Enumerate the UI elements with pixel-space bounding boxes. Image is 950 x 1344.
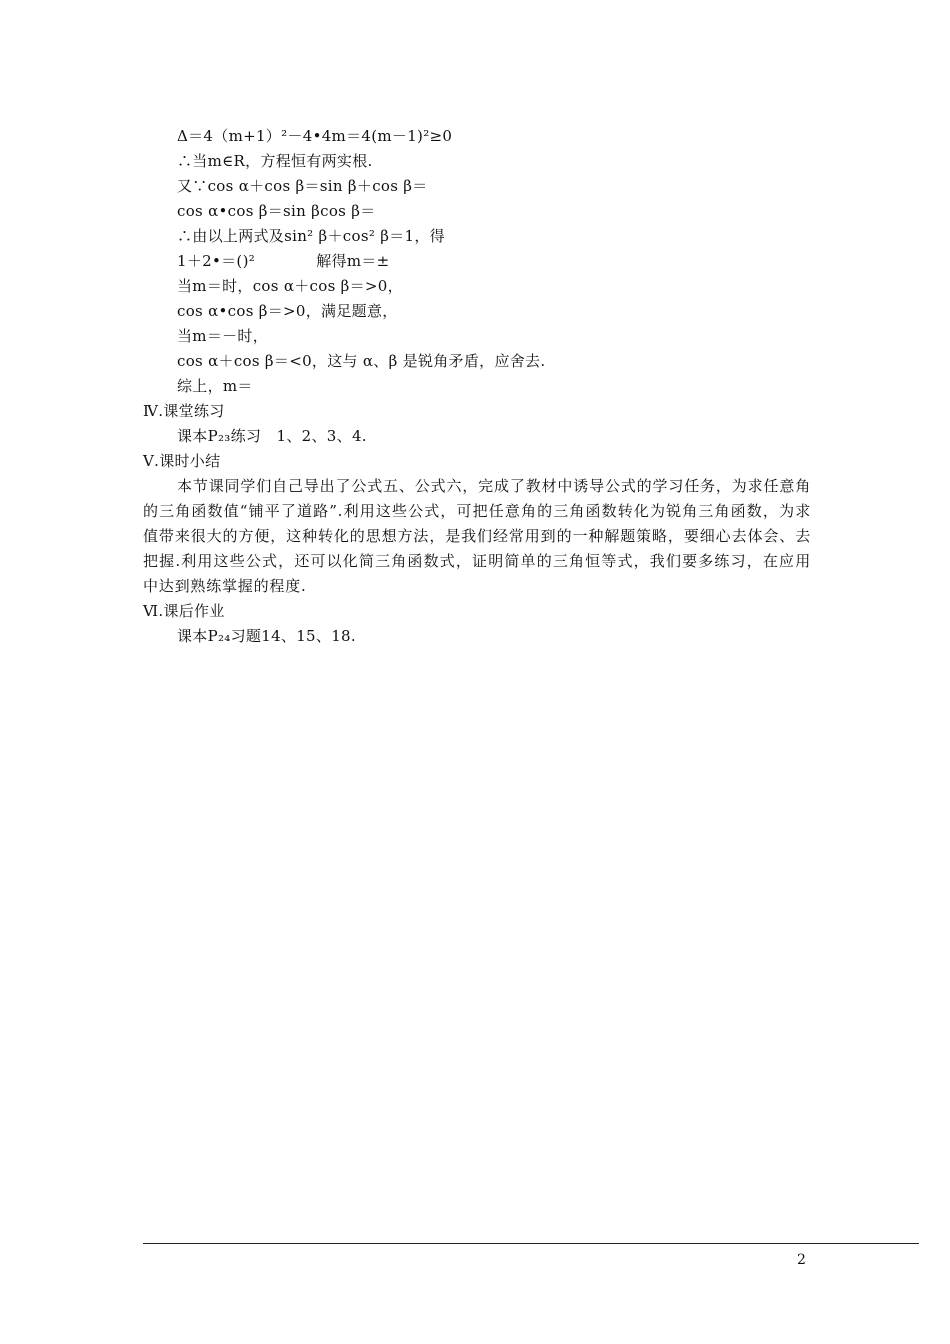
footer-divider bbox=[143, 1243, 919, 1244]
section-heading-homework: Ⅵ.课后作业 bbox=[143, 602, 225, 620]
math-line-discriminant: Δ＝4（m+1）²－4•4m＝4(m－1)²≥0 bbox=[177, 127, 453, 145]
math-line-case-positive-product: cos α•cos β＝>0，满足题意， bbox=[177, 302, 398, 320]
math-line-two-roots: ∴当m∈R，方程恒有两实根. bbox=[177, 152, 373, 170]
math-line-contradiction: cos α＋cos β＝<0，这与 α、β 是锐角矛盾，应舍去. bbox=[177, 352, 546, 370]
lesson-summary-paragraph: 本节课同学们自己导出了公式五、公式六，完成了教材中诱导公式的学习任务，为求任意角的三角函数值“铺平了道路”.利用这些公式，可把任意角的三角函数转化为锐角三角函数，为求值带来很大的方便，这种转化的思想方法，是我们经常用到的一种解题策略，要细心去体会、去把握.利用这些公式，还可以化简三角函数式，证明简单的三角恒等式，我们要多练习，在应用中达到熟练掌握的程度. bbox=[143, 477, 811, 595]
math-line-case-negative: 当m＝－时， bbox=[177, 327, 269, 345]
page-number: 2 bbox=[797, 1252, 806, 1268]
math-line-product: cos α•cos β＝sin βcos β＝ bbox=[177, 202, 376, 220]
section-content-classroom-practice: 课本P₂₃练习 1、2、3、4. bbox=[177, 427, 367, 445]
math-line-case-positive: 当m＝时，cos α＋cos β＝>0， bbox=[177, 277, 403, 295]
math-line-solve: 1＋2•＝()² 解得m＝± bbox=[177, 252, 390, 270]
math-line-combine: ∴由以上两式及sin² β＋cos² β＝1，得 bbox=[177, 227, 445, 245]
section-content-homework: 课本P₂₄习题14、15、18. bbox=[177, 627, 356, 645]
section-heading-classroom-practice: Ⅳ.课堂练习 bbox=[143, 402, 225, 420]
math-line-sum: 又∵cos α＋cos β＝sin β＋cos β＝ bbox=[177, 177, 428, 195]
math-line-conclusion: 综上，m＝ bbox=[177, 377, 253, 395]
section-heading-lesson-summary: Ⅴ.课时小结 bbox=[143, 452, 221, 470]
